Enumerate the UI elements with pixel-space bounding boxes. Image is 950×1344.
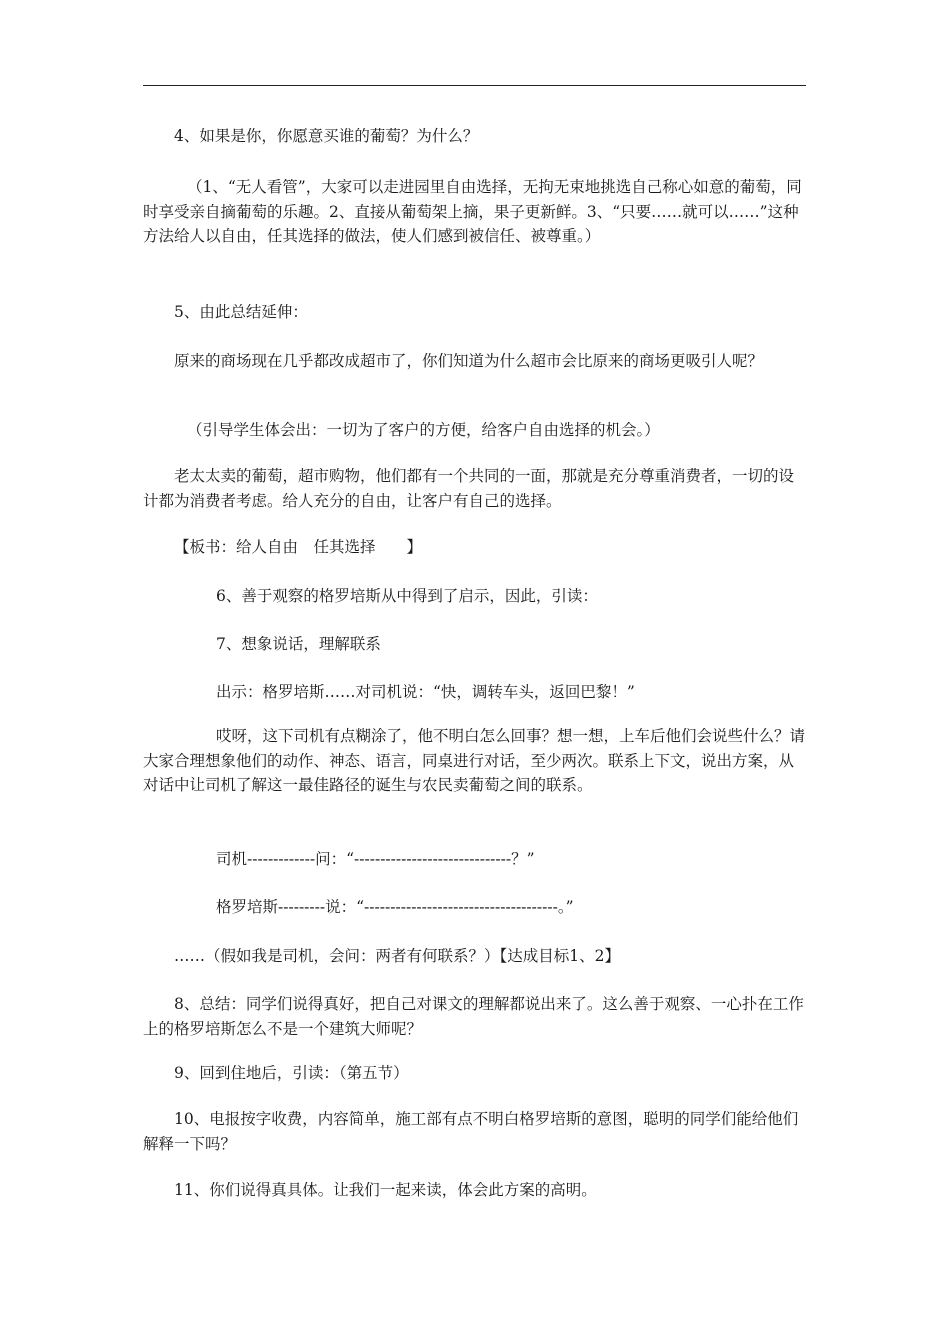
paragraph-5: 5、由此总结延伸： [174,303,308,321]
header-rule [143,85,806,86]
paragraph-7: 7、想象说话，理解联系 [216,635,381,653]
paragraph-answer-4: （1、“无人看管”，大家可以走进园里自由选择，无拘无束地挑选自己称心如意的葡萄，同时享受亲自摘葡萄的乐趣。2、直接从葡萄架上摘，果子更新鲜。3、“只要……就可以……”这种方法给人以自由，任其选择的做法，使人们感到被信任、被尊重。） [143,178,802,245]
paragraph-summary: 老太太卖的葡萄，超市购物，他们都有一个共同的一面，那就是充分尊重消费者，一切的设计都为消费者考虑。给人充分的自由，让客户有自己的选择。 [143,467,795,510]
paragraph-guide: （引导学生体会出：一切为了客户的方便，给客户自由选择的机会。） [187,421,660,439]
paragraph-8: 8、总结：同学们说得真好，把自己对课文的理解都说出来了。这么善于观察、一心扑在工作上的格罗培斯怎么不是一个建筑大师呢？ [143,995,804,1038]
paragraph-supermarket: 原来的商场现在几乎都改成超市了，你们知道为什么超市会比原来的商场更吸引人呢？ [174,352,764,370]
paragraph-6: 6、善于观察的格罗培斯从中得到了启示，因此，引读： [216,587,598,605]
board-writing: 【板书：给人自由 任其选择 】 [174,538,423,556]
paragraph-10: 10、电报按字收费，内容简单，施工部有点不明白格罗培斯的意图，聪明的同学们能给他们解释一下吗？ [143,1110,799,1153]
paragraph-9: 9、回到住地后，引读：（第五节） [174,1064,409,1082]
paragraph-target: ……（假如我是司机，会问：两者有何联系？）【达成目标1、2】 [174,947,620,965]
paragraph-show: 出示：格罗培斯……对司机说：“快，调转车头，返回巴黎！” [216,683,635,701]
dialogue-gropius-line: 格罗培斯---------说：“-------------------------------------。” [216,898,574,916]
paragraph-dialogue-task: 哎呀，这下司机有点糊涂了，他不明白怎么回事？想一想，上车后他们会说些什么？请大家合理想象他们的动作、神态、语言，同桌进行对话，至少两次。联系上下文，说出方案，从对话中让司机了解这一最佳路径的诞生与农民卖葡萄之间的联系。 [143,727,806,794]
dialogue-driver-line: 司机-------------问：“------------------------------？” [216,850,535,868]
paragraph-11: 11、你们说得真具体。让我们一起来读，体会此方案的高明。 [174,1181,597,1199]
paragraph-4: 4、如果是你，你愿意买谁的葡萄？为什么？ [174,127,479,145]
